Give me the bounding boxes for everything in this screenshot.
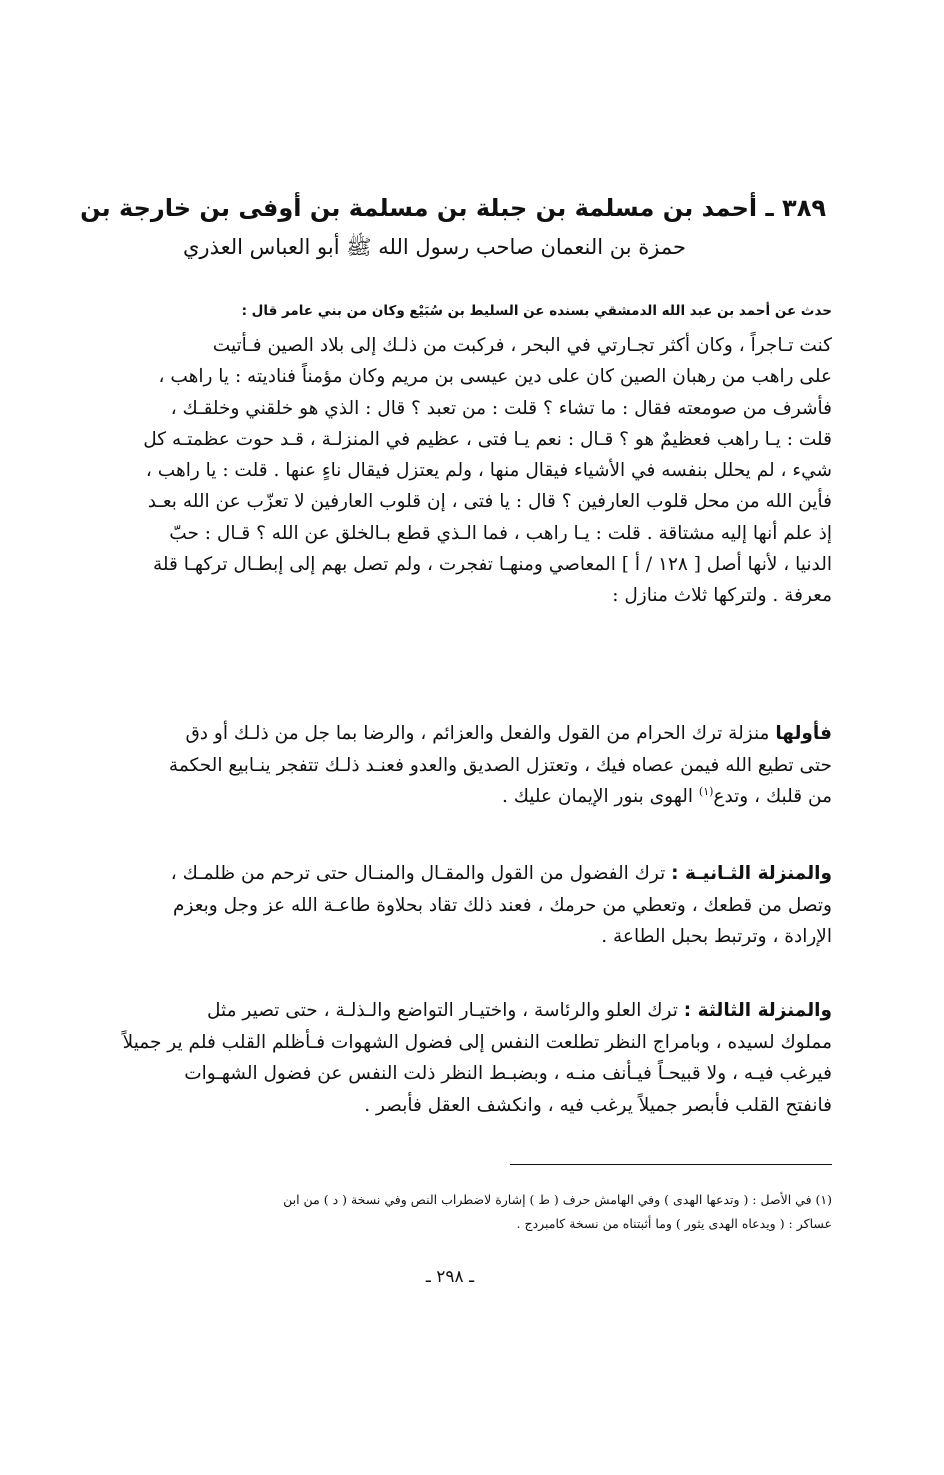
text-line: كنت تـاجراً ، وكان أكثر تجـارتي في البحر ، فركبت من ذلـك إلى بلاد الصين فـأتيت (212, 335, 832, 356)
text-line: شيء ، لم يحلل بنفسه في الأشياء فيقال منها ، ولم يعتزل فيقال ناءٍ عنها . قلت : يا راهب ، (145, 460, 832, 482)
text-line: الإرادة ، وترتبط بحبل الطاعة . (601, 926, 832, 947)
footnote-reference: (١) (698, 784, 714, 798)
page-number (0, 1262, 944, 1292)
text-line: فيرغب فيـه ، ولا قبيحـاً فيـأنف منـه ، وبضبـط النظر ذلت النفس عن فضول الشهـوات (184, 1063, 832, 1084)
footnote-line: عساكر : ( ويدعاه الهدى يثور ) وما أثبتناه من نسخة كامبردج . (516, 1216, 832, 1231)
footnote-line: (١) في الأصل : ( وتدعها الهدى ) وفي الهامش حرف ( ط ) إشارة لاضطراب النص وفي نسخة ( د ) من ابن (283, 1192, 832, 1207)
entry-title-sub: حمزة بن النعمان صاحب رسول الله ﷺ أبو العباس العذري (183, 235, 686, 259)
text-fragment: ترك العلو والرئاسة ، واختيـار التواضع والـذلـة ، حتى تصير مثل (207, 1000, 684, 1021)
text-line: قلت : يـا راهب فعظيمٌ هو ؟ قـال : نعم يـا فتى ، عظيم في المنزلـة ، قـد حوت عظمتـه كل (143, 428, 832, 450)
text-line: الدنيا ، لأنها أصل [ ١٢٨ / أ ] المعاصي ومنهـا تفجرت ، ولم تصل بهم إلى إبطـال تركهـا قلة (153, 554, 832, 576)
text-line: على راهب من رهبان الصين كان على دين عيسى بن مريم وكان مؤمناً فناديته : يا راهب ، (158, 366, 832, 388)
text-line: فأين الله من محل قلوب العارفين ؟ قال : يا فتى ، إن قلوب العارفين لا تعزّب عن الله بعـد (147, 491, 832, 513)
text-line: فأشرف من صومعته فقال : ما تشاء ؟ قلت : من تعبد ؟ قال : الذي هو خلقني وخلقـك ، (170, 397, 832, 419)
entry-title (80, 188, 826, 266)
text-fragment: من قلبك ، وتدع (713, 786, 832, 807)
paragraph-lead: فأولها (775, 723, 832, 744)
footnote (102, 1188, 832, 1236)
footnote-divider (510, 1164, 832, 1165)
page-number-text: ـ ٢٩٨ ـ (425, 1267, 475, 1287)
paragraph-third-station (96, 995, 832, 1121)
chain-of-narration: حدث عن أحمد بن عبد الله الدمشقي بسنده عن السليط بن سُبَيْع وكان من بني عامر قال : (241, 303, 832, 319)
text-line: حتى تطيع الله فيمن عصاه فيك ، وتعتزل الصديق والعدو فعنـد ذلـك تتفجر ينـابيع الحكمة (168, 754, 832, 776)
paragraph-lead: والمنزلة الثـانيـة : (671, 863, 832, 884)
text-fragment: منزلة ترك الحرام من القول والفعل والعزائم ، والرضا بما جل من ذلـك أو دق (185, 723, 776, 744)
text-line (96, 858, 832, 890)
text-line: إذ علم أنها إليه مشتاقة . قلت : يـا راهب ، فما الـذي قطع بـالخلق عن الله ؟ قـال : حبّ (169, 522, 832, 544)
paragraph-second-station (96, 858, 832, 953)
text-line (96, 781, 832, 813)
text-line: مملوك لسيده ، وبامراج النظر تطلعت النفس إلى فضول الشهوات فـأظلم القلب فلم ير جميلاً (122, 1031, 832, 1053)
text-line: معرفة . ولتركها ثلاث منازل : (612, 585, 832, 607)
entry-title-main: ٣٨٩ ـ أحمد بن مسلمة بن جبلة بن مسلمة بن أوفى بن خارجة بن (80, 194, 826, 222)
text-fragment: ترك الفضول من القول والمقـال والمنـال حتى ترحم من ظلمـك ، (170, 863, 672, 884)
text-line (96, 718, 832, 750)
paragraph-narration (96, 330, 832, 612)
text-fragment: الهوى بنور الإيمان عليك . (501, 786, 699, 807)
text-line: فانفتح القلب فأبصر جميلاً يرغب فيه ، وانكشف العقل فأبصر . (364, 1094, 832, 1116)
paragraph-first-station (96, 718, 832, 813)
text-line (96, 995, 832, 1027)
text-line: وتصل من قطعك ، وتعطي من حرمك ، فعند ذلك تقاد بحلاوة طاعـة الله عز وجل وبعزم (173, 894, 832, 916)
paragraph-lead: والمنزلة الثالثة : (683, 1000, 832, 1021)
